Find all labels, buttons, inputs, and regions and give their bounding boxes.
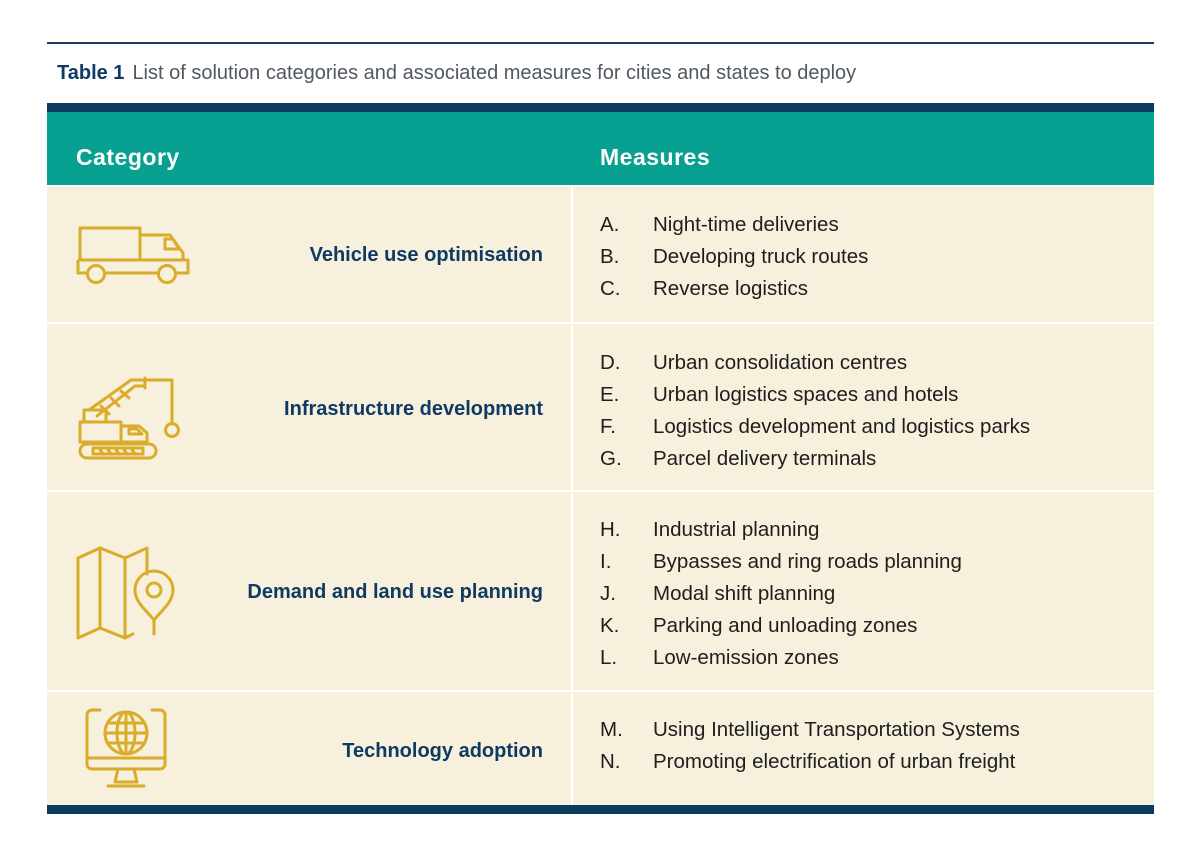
table-row — [47, 690, 1154, 805]
header-category: Category — [76, 144, 180, 170]
table-row — [47, 185, 1154, 322]
list-item: F. Logistics development and logistics parks — [600, 415, 1031, 438]
column-divider — [571, 492, 573, 690]
measure-list — [600, 718, 1020, 782]
table-caption — [57, 62, 856, 85]
list-item: C. Reverse logistics — [600, 277, 808, 300]
map-pin-icon — [75, 546, 175, 642]
column-divider — [571, 187, 573, 322]
column-divider — [571, 324, 573, 490]
list-item: M. Using Intelligent Transportation Systems — [600, 718, 1020, 741]
category-label: Technology adoption — [342, 740, 543, 762]
table-header — [47, 112, 1154, 185]
crane-icon — [75, 376, 185, 466]
list-item: E. Urban logistics spaces and hotels — [600, 383, 959, 406]
table-row — [47, 322, 1154, 490]
measure-list — [600, 351, 1030, 479]
delivery-truck-icon — [75, 225, 195, 285]
list-item: G. Parcel delivery terminals — [600, 447, 877, 470]
table-caption-text: List of solution categories and associated measures for cities and states to deploy — [132, 62, 857, 84]
category-label: Demand and land use planning — [247, 581, 543, 603]
table-row — [47, 490, 1154, 690]
list-item: N. Promoting electrification of urban freight — [600, 750, 1016, 773]
table-top-bar — [47, 103, 1154, 112]
list-item: H. Industrial planning — [600, 518, 820, 541]
table-bottom-bar — [47, 805, 1154, 814]
category-label: Infrastructure development — [284, 398, 543, 420]
column-divider — [571, 692, 573, 805]
list-item: L. Low-emission zones — [600, 646, 839, 669]
top-rule — [47, 42, 1154, 44]
list-item: K. Parking and unloading zones — [600, 614, 918, 637]
globe-monitor-icon — [84, 706, 168, 790]
solutions-table — [47, 103, 1154, 814]
list-item: A. Night-time deliveries — [600, 213, 839, 236]
category-label: Vehicle use optimisation — [309, 244, 543, 266]
list-item: J. Modal shift planning — [600, 582, 836, 605]
measure-list — [600, 518, 962, 678]
table-caption-label: Table 1 — [57, 62, 125, 84]
list-item: I. Bypasses and ring roads planning — [600, 550, 962, 573]
header-measures: Measures — [600, 144, 711, 170]
list-item: B. Developing truck routes — [600, 245, 869, 268]
list-item: D. Urban consolidation centres — [600, 351, 908, 374]
measure-list — [600, 213, 868, 309]
